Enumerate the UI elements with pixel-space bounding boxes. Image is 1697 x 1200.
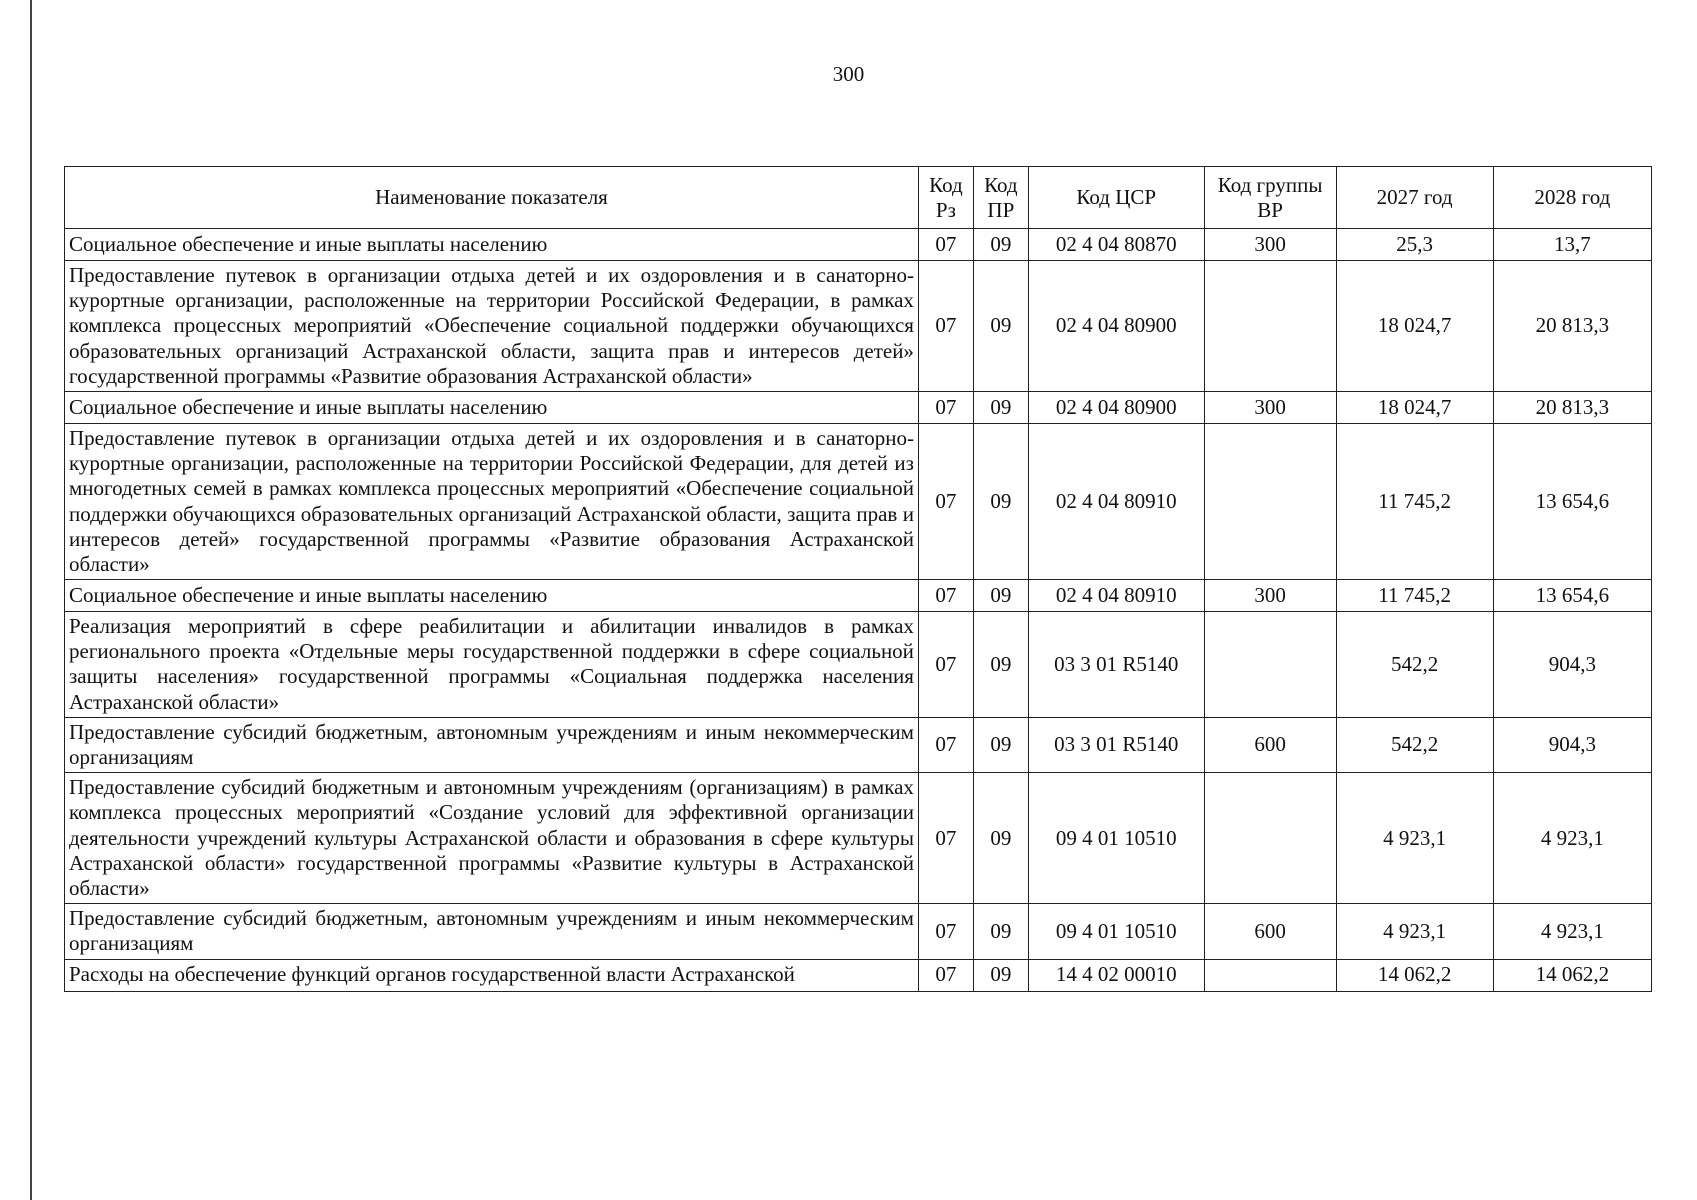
cell-2028: 14 062,2 — [1493, 959, 1651, 991]
cell-name: Предоставление путевок в организации отдыха детей и их оздоровления и в санаторно-курортные организации, расположенные на территории Российской Федерации, для детей из многодетных семей в рамках комплекса процессных мероприятий «Обеспечение социальной поддержки обучающихся образовательных организаций Астраханской области, защита прав и интересов детей» государственной программы «Развитие образования Астраханской области» — [65, 423, 919, 579]
cell-2028: 13,7 — [1493, 229, 1651, 261]
cell-vr: 300 — [1204, 229, 1336, 261]
cell-rz: 07 — [918, 717, 973, 772]
table-row — [65, 229, 1652, 261]
header-csr: Код ЦСР — [1028, 167, 1204, 229]
cell-rz: 07 — [918, 904, 973, 959]
header-name: Наименование показателя — [65, 167, 919, 229]
cell-csr: 02 4 04 80910 — [1028, 580, 1204, 612]
cell-csr: 09 4 01 10510 — [1028, 773, 1204, 904]
cell-vr: 600 — [1204, 904, 1336, 959]
cell-csr: 02 4 04 80910 — [1028, 423, 1204, 579]
table-row — [65, 423, 1652, 579]
cell-2027: 4 923,1 — [1336, 773, 1493, 904]
cell-2027: 11 745,2 — [1336, 423, 1493, 579]
cell-rz: 07 — [918, 261, 973, 392]
cell-2028: 20 813,3 — [1493, 391, 1651, 423]
table-row — [65, 904, 1652, 959]
cell-2028: 4 923,1 — [1493, 904, 1651, 959]
cell-vr — [1204, 423, 1336, 579]
cell-csr: 14 4 02 00010 — [1028, 959, 1204, 991]
cell-2027: 18 024,7 — [1336, 391, 1493, 423]
cell-pr: 09 — [973, 717, 1028, 772]
table-row — [65, 580, 1652, 612]
cell-name: Предоставление субсидий бюджетным, автономным учреждениям и иным некоммерческим организациям — [65, 717, 919, 772]
cell-name: Реализация мероприятий в сфере реабилитации и абилитации инвалидов в рамках регионального проекта «Отдельные меры государственной поддержки в сфере социальной защиты населения» государственной программы «Социальная поддержка населения Астраханской области» — [65, 612, 919, 718]
header-2027: 2027 год — [1336, 167, 1493, 229]
cell-2028: 20 813,3 — [1493, 261, 1651, 392]
cell-2027: 4 923,1 — [1336, 904, 1493, 959]
cell-vr: 300 — [1204, 391, 1336, 423]
cell-2028: 13 654,6 — [1493, 580, 1651, 612]
cell-2027: 542,2 — [1336, 612, 1493, 718]
binding-line — [30, 0, 32, 1200]
cell-pr: 09 — [973, 423, 1028, 579]
cell-2027: 14 062,2 — [1336, 959, 1493, 991]
cell-pr: 09 — [973, 391, 1028, 423]
cell-csr: 03 3 01 R5140 — [1028, 717, 1204, 772]
cell-2027: 11 745,2 — [1336, 580, 1493, 612]
cell-pr: 09 — [973, 261, 1028, 392]
cell-csr: 02 4 04 80870 — [1028, 229, 1204, 261]
cell-pr: 09 — [973, 612, 1028, 718]
cell-2027: 25,3 — [1336, 229, 1493, 261]
table-row — [65, 717, 1652, 772]
budget-table — [64, 166, 1652, 992]
table-row — [65, 773, 1652, 904]
table-row — [65, 612, 1652, 718]
cell-name: Предоставление путевок в организации отдыха детей и их оздоровления и в санаторно-курортные организации, расположенные на территории Российской Федерации, в рамках комплекса процессных мероприятий «Обеспечение социальной поддержки обучающихся образовательных организаций Астраханской области, защита прав и интересов детей» государственной программы «Развитие образования Астраханской области» — [65, 261, 919, 392]
cell-name: Социальное обеспечение и иные выплаты населению — [65, 391, 919, 423]
cell-name: Предоставление субсидий бюджетным, автономным учреждениям и иным некоммерческим организациям — [65, 904, 919, 959]
cell-rz: 07 — [918, 612, 973, 718]
header-pr: Код ПР — [973, 167, 1028, 229]
cell-2027: 542,2 — [1336, 717, 1493, 772]
cell-rz: 07 — [918, 580, 973, 612]
cell-vr — [1204, 773, 1336, 904]
cell-name: Предоставление субсидий бюджетным и автономным учреждениям (организациям) в рамках комплекса процессных мероприятий «Создание условий для эффективной организации деятельности учреждений культуры Астраханской области и образования в сфере культуры Астраханской области» государственной программы «Развитие культуры в Астраханской области» — [65, 773, 919, 904]
cell-name: Расходы на обеспечение функций органов государственной власти Астраханской — [65, 959, 919, 991]
cell-csr: 09 4 01 10510 — [1028, 904, 1204, 959]
cell-csr: 02 4 04 80900 — [1028, 261, 1204, 392]
cell-pr: 09 — [973, 773, 1028, 904]
header-vr: Код группы ВР — [1204, 167, 1336, 229]
table-header-row — [65, 167, 1652, 229]
cell-2028: 13 654,6 — [1493, 423, 1651, 579]
cell-rz: 07 — [918, 391, 973, 423]
header-2028: 2028 год — [1493, 167, 1651, 229]
cell-vr — [1204, 959, 1336, 991]
cell-pr: 09 — [973, 229, 1028, 261]
cell-csr: 03 3 01 R5140 — [1028, 612, 1204, 718]
cell-vr — [1204, 261, 1336, 392]
cell-csr: 02 4 04 80900 — [1028, 391, 1204, 423]
cell-rz: 07 — [918, 773, 973, 904]
cell-2028: 904,3 — [1493, 612, 1651, 718]
cell-vr: 600 — [1204, 717, 1336, 772]
cell-name: Социальное обеспечение и иные выплаты населению — [65, 229, 919, 261]
cell-rz: 07 — [918, 229, 973, 261]
table-row — [65, 391, 1652, 423]
cell-2028: 4 923,1 — [1493, 773, 1651, 904]
table-row — [65, 261, 1652, 392]
header-rz: Код Рз — [918, 167, 973, 229]
cell-vr: 300 — [1204, 580, 1336, 612]
cell-name: Социальное обеспечение и иные выплаты населению — [65, 580, 919, 612]
page-number: 300 — [832, 62, 865, 86]
cell-vr — [1204, 612, 1336, 718]
cell-2027: 18 024,7 — [1336, 261, 1493, 392]
cell-pr: 09 — [973, 580, 1028, 612]
cell-rz: 07 — [918, 423, 973, 579]
cell-pr: 09 — [973, 959, 1028, 991]
cell-rz: 07 — [918, 959, 973, 991]
cell-pr: 09 — [973, 904, 1028, 959]
cell-2028: 904,3 — [1493, 717, 1651, 772]
table-row — [65, 959, 1652, 991]
